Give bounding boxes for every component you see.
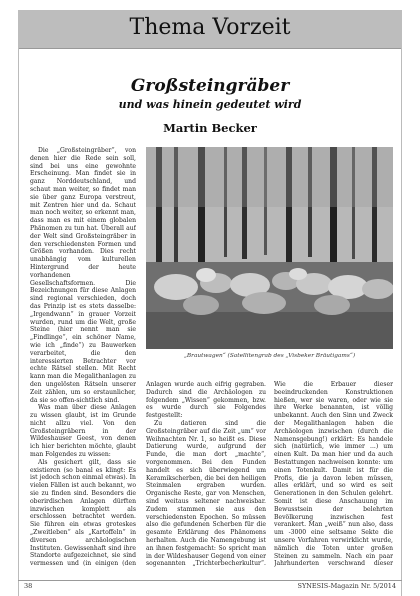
article-title: Großsteingräber [130, 76, 290, 96]
paragraph: Als gesichert gilt, dass sie existieren (so banal es klingt: Es ist jedoch schon einmal etwas). In vielen Fällen ist auch bekannt, wo sie zu finden sind. Besonders die oberirdischen Anlagen dürften inzwischen komplett als erschlossen betrachtet werden. Sie führen ein etwas groteskes „Zweitleben“ als „Kartoffeln“ in diversen archäologischen Instituten. Gewissenhaft sind ihre Standorte aufgezeichnet, sie sind vermessen und (in einigen (den [30, 458, 136, 567]
section-header [18, 10, 402, 49]
text-column-3 [274, 381, 393, 567]
article-subtitle: und was hinein gedeutet wird [118, 98, 302, 111]
text-column-1 [30, 147, 136, 567]
article-author: Martin Becker [163, 121, 257, 135]
magazine-issue: SYNESIS-Magazin Nr. 5/2014 [297, 582, 396, 590]
page-number: 38 [24, 582, 33, 590]
paragraph: Wie die Erbauer dieser beeindruckenden Konstruktionen hießen, wer sie waren, oder wie sie ihre Werke benannten, ist völlig unbekannt. Auch den Sinn und Zweck der Megalithanlagen haben die Archäologen inzwischen (durch die Namensgebung!) erklärt: Es handele sich (natürlich, wie immer ...) um einen Kult. Da man hier und da auch Bestattungen nachweisen konnte: um einen Totenkult. Damit ist für die Profis, die ja davon leben müssen, alles erklärt, und so wird es seit Generationen in den Schulen gelehrt. Somit ist diese Anschauung im Bewusstsein der belehrten Bevölkerung inzwischen fest verankert. Man „weiß“ nun also, dass um -3000 eine seltsame Sekte die unsere Vorfahren verwirklicht wurde, nämlich die Toten unter großen Steinen zu sammeln. Nach ein paar Jahrhunderten verschwand dieser [274, 381, 393, 567]
page-footer [18, 582, 402, 592]
paragraph: Was man über diese Anlagen zu wissen glaubt, ist im Grunde nicht allzu viel. Von den Großsteingräbern in der Wildeshauser Geest, von denen ich hier berichten möchte, glaubt man Folgendes zu wissen: [30, 404, 136, 459]
text-column-2 [146, 381, 266, 567]
photo-caption: „Brautwagen“ (Satellitengrab des „Visbeker Bräutigams“) [183, 353, 356, 359]
paragraph: Die „Großsteingräber“, von denen hier die Rede sein soll, sind bei uns eine gewohnte Erscheinung. Man findet sie in ganz Norddeutschland, und schaut man weiter, so findet man sie über ganz Europa verstreut, mit Zentren hier und da. Schaut man noch weiter, so erkennt man, dass man es mit einem globalen Phänomen zu tun hat. Überall auf der Welt sind Großsteingräber in den verschiedensten Formen und Größen vorhanden. Dies recht unabhängig vom kulturellen Hintergrund der heute vorhandenen Gesellschaftsformen. Die Bezeichnungen für diese Anlagen sind regional verschieden, doch das Prinzip ist es stets dasselbe: „Irgendwann“ in grauer Vorzeit wurden, rund um die Welt, große Steine (hier nennt man sie „Findlinge“, ein schöner Name, wie ich „finde“) zu Bauwerken verarbeitet, die den interessierten Betrachter vor echte Rätsel stellen. Mit Recht kann man die Megalithanlagen zu den ungelösten Rätseln unserer Zeit zählen, um so erstaunlicher, da sie so offen-sichtlich sind. [30, 147, 136, 404]
paragraph: Zu datieren sind die Großsteingräber auf die Zeit „um“ vor Weihnachten Nr. 1, so heißt es. Diese Datierung wurde, aufgrund der Funde, die man dort „machte“, vorgenommen. Bei den Funden handelt es sich überwiegend um Keramikscherben, die bei den heiligen Steinmalen ergraben wurden. Organische Reste, gar von Menschen, sind weitaus seltener nachweisbar. Zudem stammen sie aus den verschiedensten Epochen. So müssen also die gefundenen Scherben für die gesamte Erklärung des Phänomens herhalten. Auch die Namengebung ist an ihnen festgemacht: So spricht man in der Wildeshauser Gegend von einer sogenannten „Trichterbecherkultur“. [146, 419, 266, 567]
stone-grave-photo [146, 147, 393, 349]
footer-rule [18, 580, 402, 581]
paragraph: Anlagen wurde auch eifrig gegraben. Dadurch sind die Archäologen zu folgendem „Wissen“ gekommen, bzw. es wurde durch sie Folgendes festgestellt: [146, 381, 266, 420]
section-title: Thema Vorzeit [129, 15, 291, 40]
